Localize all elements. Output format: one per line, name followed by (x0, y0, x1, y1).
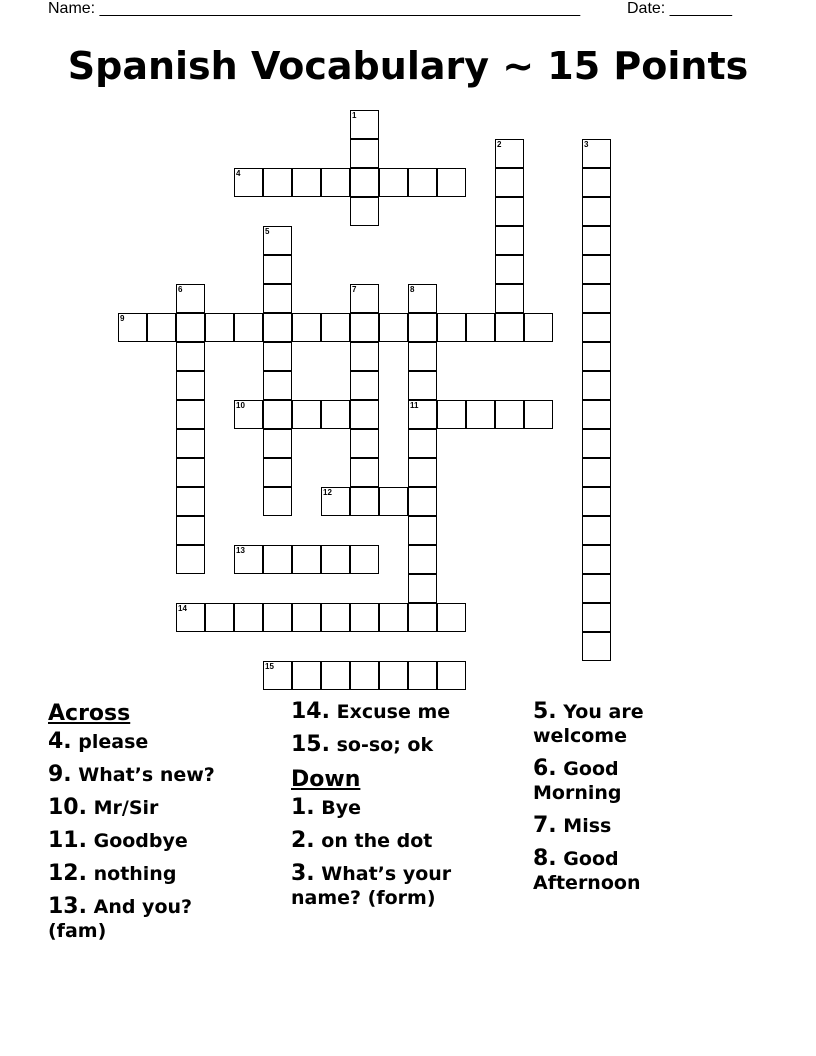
grid-cell[interactable] (350, 429, 379, 458)
grid-cell[interactable] (263, 226, 292, 255)
grid-cell[interactable] (495, 226, 524, 255)
grid-cell[interactable] (234, 313, 263, 342)
grid-cell[interactable] (176, 429, 205, 458)
grid-cell[interactable] (350, 313, 379, 342)
clue-down-5: 5. You are welcome (533, 699, 644, 747)
grid-cell[interactable] (495, 197, 524, 226)
grid-cell[interactable] (263, 661, 292, 690)
grid-cell[interactable] (263, 168, 292, 197)
grid-cell[interactable] (495, 284, 524, 313)
grid-cell[interactable] (379, 661, 408, 690)
clues-column-2 (291, 700, 526, 919)
grid-cell[interactable] (350, 168, 379, 197)
grid-cell[interactable] (524, 313, 553, 342)
clues-column-1 (48, 700, 283, 952)
grid-cell[interactable] (292, 168, 321, 197)
cell-number: 2 (497, 140, 502, 149)
grid-cell[interactable] (379, 168, 408, 197)
grid-cell[interactable] (582, 487, 611, 516)
clue-across-11: 11. Goodbye (48, 828, 188, 853)
grid-cell[interactable] (495, 139, 524, 168)
grid-cell[interactable] (379, 487, 408, 516)
grid-cell[interactable] (582, 168, 611, 197)
grid-cell[interactable] (524, 400, 553, 429)
grid-cell[interactable] (263, 255, 292, 284)
clue-down-8: 8. Good Afternoon (533, 846, 641, 894)
page-title: Spanish Vocabulary ~ 15 Points (67, 44, 749, 88)
grid-cell[interactable] (408, 545, 437, 574)
cell-number: 10 (236, 401, 245, 410)
cell-number: 12 (323, 488, 332, 497)
grid-cell[interactable] (408, 429, 437, 458)
grid-cell[interactable] (582, 342, 611, 371)
cell-number: 9 (120, 314, 125, 323)
grid-cell[interactable] (234, 168, 263, 197)
cell-number: 15 (265, 662, 274, 671)
grid-cell[interactable] (437, 313, 466, 342)
clue-down-6: 6. Good Morning (533, 756, 622, 804)
grid-cell[interactable] (350, 197, 379, 226)
grid-cell[interactable] (350, 661, 379, 690)
grid-cell[interactable] (582, 226, 611, 255)
clue-across-12: 12. nothing (48, 861, 177, 886)
grid-cell[interactable] (408, 603, 437, 632)
grid-cell[interactable] (292, 661, 321, 690)
cell-number: 4 (236, 169, 241, 178)
grid-cell[interactable] (408, 487, 437, 516)
grid-cell[interactable] (205, 313, 234, 342)
grid-cell[interactable] (321, 313, 350, 342)
grid-cell[interactable] (437, 168, 466, 197)
grid-cell[interactable] (466, 313, 495, 342)
grid-cell[interactable] (176, 400, 205, 429)
grid-cell[interactable] (437, 400, 466, 429)
clue-across-14: 14. Excuse me (291, 699, 451, 724)
grid-cell[interactable] (176, 458, 205, 487)
grid-cell[interactable] (263, 429, 292, 458)
grid-cell[interactable] (350, 400, 379, 429)
grid-cell[interactable] (321, 487, 350, 516)
clue-across-10: 10. Mr/Sir (48, 795, 159, 820)
grid-cell[interactable] (582, 516, 611, 545)
grid-cell[interactable] (408, 284, 437, 313)
grid-cell[interactable] (582, 371, 611, 400)
grid-cell[interactable] (466, 400, 495, 429)
name-field[interactable]: Name: ______________________________________________________ (48, 0, 581, 17)
grid-cell[interactable] (408, 661, 437, 690)
grid-cell[interactable] (147, 313, 176, 342)
grid-cell[interactable] (234, 603, 263, 632)
cell-number: 6 (178, 285, 183, 294)
cell-number: 5 (265, 227, 270, 236)
grid-cell[interactable] (176, 545, 205, 574)
grid-cell[interactable] (263, 284, 292, 313)
grid-cell[interactable] (582, 429, 611, 458)
cell-number: 11 (410, 401, 419, 410)
grid-cell[interactable] (118, 313, 147, 342)
grid-cell[interactable] (582, 458, 611, 487)
clue-down-3: 3. What’s your name? (form) (291, 861, 452, 909)
grid-cell[interactable] (408, 516, 437, 545)
grid-cell[interactable] (321, 545, 350, 574)
grid-cell[interactable] (263, 400, 292, 429)
grid-cell[interactable] (263, 603, 292, 632)
clue-down-7: 7. Miss (533, 813, 612, 838)
grid-cell[interactable] (321, 603, 350, 632)
grid-cell[interactable] (176, 603, 205, 632)
cell-number: 8 (410, 285, 415, 294)
grid-cell[interactable] (582, 197, 611, 226)
grid-cell[interactable] (408, 342, 437, 371)
grid-cell[interactable] (408, 371, 437, 400)
grid-cell[interactable] (582, 545, 611, 574)
clues-column-3 (533, 700, 768, 904)
grid-cell[interactable] (408, 400, 437, 429)
cell-number: 7 (352, 285, 357, 294)
grid-cell[interactable] (263, 342, 292, 371)
clue-across-15: 15. so-so; ok (291, 732, 434, 757)
grid-cell[interactable] (379, 313, 408, 342)
grid-cell[interactable] (495, 168, 524, 197)
grid-cell[interactable] (263, 545, 292, 574)
clue-down-1: 1. Bye (291, 795, 362, 820)
grid-cell[interactable] (582, 603, 611, 632)
grid-cell[interactable] (321, 661, 350, 690)
grid-cell[interactable] (582, 400, 611, 429)
grid-cell[interactable] (350, 284, 379, 313)
grid-cell[interactable] (350, 139, 379, 168)
clue-down-2: 2. on the dot (291, 828, 433, 853)
cell-number: 3 (584, 140, 589, 149)
cell-number: 13 (236, 546, 245, 555)
grid-cell[interactable] (263, 487, 292, 516)
grid-cell[interactable] (321, 400, 350, 429)
grid-cell[interactable] (263, 458, 292, 487)
grid-cell[interactable] (292, 603, 321, 632)
grid-cell[interactable] (176, 313, 205, 342)
grid-cell[interactable] (437, 603, 466, 632)
cell-number: 1 (352, 111, 357, 120)
across-heading: Across (48, 701, 131, 726)
grid-cell[interactable] (408, 168, 437, 197)
grid-cell[interactable] (495, 255, 524, 284)
grid-cell[interactable] (350, 458, 379, 487)
cell-number: 14 (178, 604, 187, 613)
grid-cell[interactable] (176, 516, 205, 545)
grid-cell[interactable] (350, 545, 379, 574)
grid-cell[interactable] (379, 603, 408, 632)
grid-cell[interactable] (408, 458, 437, 487)
clue-across-4: 4. please (48, 729, 149, 754)
grid-cell[interactable] (292, 313, 321, 342)
grid-cell[interactable] (350, 371, 379, 400)
grid-cell[interactable] (176, 284, 205, 313)
down-heading: Down (291, 767, 361, 792)
grid-cell[interactable] (582, 139, 611, 168)
grid-cell[interactable] (495, 400, 524, 429)
grid-cell[interactable] (408, 313, 437, 342)
grid-cell[interactable] (408, 574, 437, 603)
clue-across-9: 9. What’s new? (48, 762, 215, 787)
grid-cell[interactable] (263, 313, 292, 342)
grid-cell[interactable] (176, 342, 205, 371)
grid-cell[interactable] (350, 110, 379, 139)
grid-cell[interactable] (350, 342, 379, 371)
grid-cell[interactable] (234, 545, 263, 574)
grid-cell[interactable] (437, 661, 466, 690)
date-field[interactable]: Date: _______ (627, 0, 732, 17)
grid-cell[interactable] (234, 400, 263, 429)
grid-cell[interactable] (582, 574, 611, 603)
grid-cell[interactable] (582, 632, 611, 661)
grid-cell[interactable] (582, 313, 611, 342)
grid-cell[interactable] (321, 168, 350, 197)
grid-cell[interactable] (292, 400, 321, 429)
grid-cell[interactable] (263, 371, 292, 400)
grid-cell[interactable] (582, 255, 611, 284)
grid-cell[interactable] (495, 313, 524, 342)
grid-cell[interactable] (350, 603, 379, 632)
grid-cell[interactable] (205, 603, 234, 632)
grid-cell[interactable] (176, 371, 205, 400)
clue-across-13: 13. And you? (fam) (48, 894, 193, 942)
grid-cell[interactable] (292, 545, 321, 574)
grid-cell[interactable] (350, 487, 379, 516)
grid-cell[interactable] (582, 284, 611, 313)
grid-cell[interactable] (176, 487, 205, 516)
